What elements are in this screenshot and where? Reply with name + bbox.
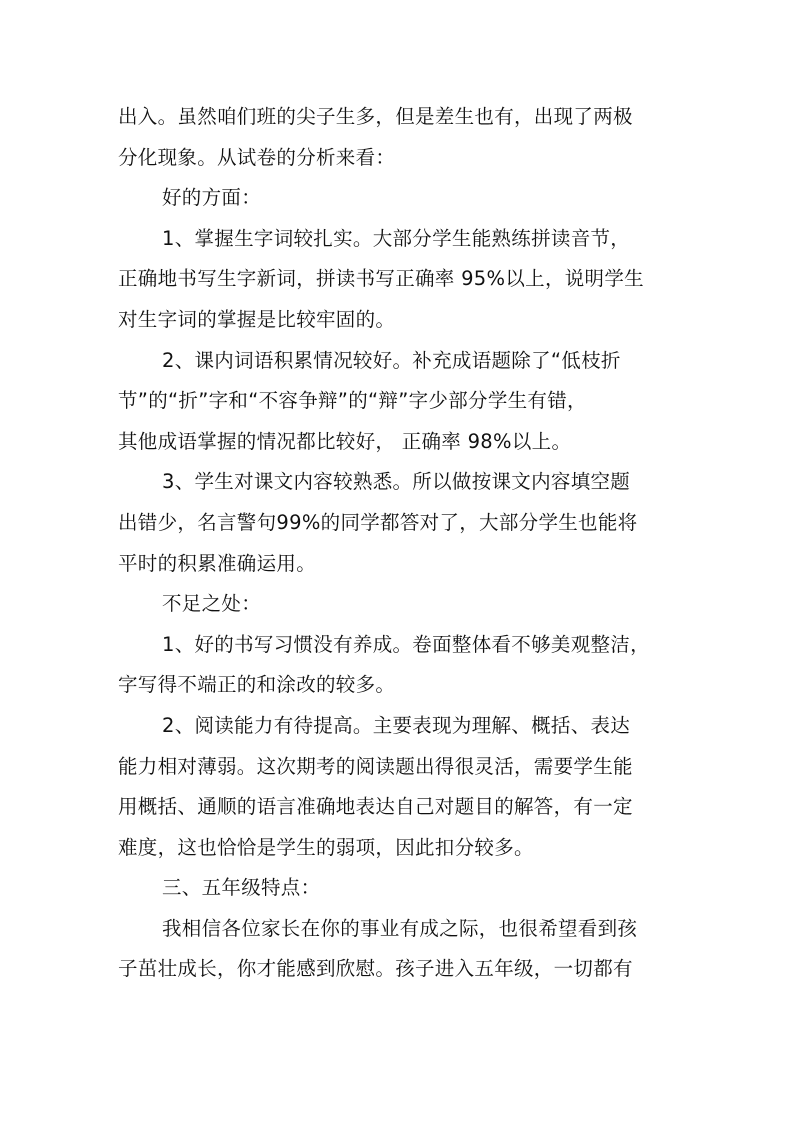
text-line: 3、学生对课文内容较熟悉。所以做按课文内容填空题 xyxy=(162,470,631,494)
text-line: 子茁壮成长，你才能感到欣慰。孩子进入五年级，一切都有 xyxy=(118,957,633,981)
document-body xyxy=(118,97,678,990)
text-line: 出错少，名言警句99%的同学都答对了，大部分学生也能将 xyxy=(118,510,638,534)
text-line: 1、掌握生字词较扎实。大部分学生能熟练拼读音节， xyxy=(162,226,631,250)
text-line: 用概括、通顺的语言准确地表达自己对题目的解答，有一定 xyxy=(118,795,633,819)
text-line: 节”的“折”字和“不容争辩”的“辩”字少部分学生有错， xyxy=(118,389,587,413)
text-line: 1、好的书写习惯没有养成。卷面整体看不够美观整洁， xyxy=(162,632,650,656)
section-heading-grade-five: 三、五年级特点： xyxy=(162,876,321,900)
text-line: 其他成语掌握的情况都比较好， 正确率 98%以上。 xyxy=(118,429,572,453)
text-line: 我相信各位家长在你的事业有成之际，也很希望看到孩 xyxy=(162,916,638,940)
text-line: 分化现象。从试卷的分析来看： xyxy=(118,145,396,169)
section-heading-good-aspects: 好的方面： xyxy=(162,186,262,210)
text-line: 能力相对薄弱。这次期考的阅读题出得很灵活，需要学生能 xyxy=(118,754,633,778)
text-line: 字写得不端正的和涂改的较多。 xyxy=(118,673,396,697)
text-line: 对生字词的掌握是比较牢固的。 xyxy=(118,307,396,331)
text-line: 2、阅读能力有待提高。主要表现为理解、概括、表达 xyxy=(162,713,631,737)
text-line: 出入。虽然咱们班的尖子生多，但是差生也有，出现了两极 xyxy=(118,105,633,128)
section-heading-shortcomings: 不足之处： xyxy=(162,592,262,616)
text-line: 2、课内词语积累情况较好。补充成语题除了“低枝折 xyxy=(162,348,621,372)
text-line: 正确地书写生字新词，拼读书写正确率 95%以上，说明学生 xyxy=(118,267,644,291)
text-line: 平时的积累准确运用。 xyxy=(118,551,317,575)
text-line: 难度，这也恰恰是学生的弱项，因此扣分较多。 xyxy=(118,835,534,859)
